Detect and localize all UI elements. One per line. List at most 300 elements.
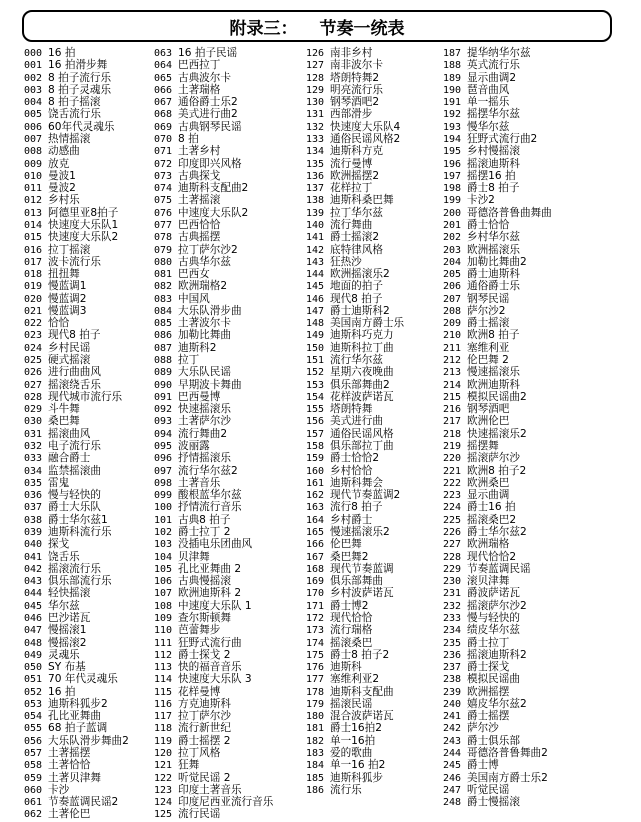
rhythm-number: 178 xyxy=(306,686,325,698)
rhythm-entry xyxy=(443,47,624,59)
rhythm-number: 183 xyxy=(306,748,325,760)
rhythm-name: 美国南方爵士乐2 xyxy=(467,771,548,784)
rhythm-name: 快速度大乐队4 xyxy=(330,120,401,133)
rhythm-name: 电子流行乐 xyxy=(48,440,101,452)
rhythm-number: 067 xyxy=(154,97,173,109)
rhythm-name: 巴西女 xyxy=(178,268,210,281)
rhythm-number: 081 xyxy=(154,269,173,281)
rhythm-name: 孔比亚舞曲 xyxy=(48,710,101,723)
rhythm-entry xyxy=(154,772,304,784)
rhythm-name: 现代节奏蓝调 xyxy=(330,562,394,575)
rhythm-name: 花样波萨诺瓦 xyxy=(330,390,394,403)
rhythm-name: 花样拉丁 xyxy=(330,182,373,195)
rhythm-entry xyxy=(154,600,304,612)
rhythm-number: 197 xyxy=(443,170,462,182)
rhythm-name: 星期六夜晚曲 xyxy=(330,366,394,379)
rhythm-number: 196 xyxy=(443,158,462,170)
rhythm-name: 流行华尔兹 xyxy=(330,354,383,367)
rhythm-number: 243 xyxy=(443,735,462,747)
rhythm-number: 040 xyxy=(24,539,43,551)
rhythm-number: 179 xyxy=(306,698,325,710)
rhythm-number: 036 xyxy=(24,490,43,502)
rhythm-number: 084 xyxy=(154,305,173,317)
rhythm-entry xyxy=(306,624,440,636)
rhythm-entry xyxy=(306,244,440,256)
rhythm-number: 103 xyxy=(154,539,173,551)
rhythm-name: SY 布基 xyxy=(48,661,86,674)
rhythm-name: 查尔斯顿舞 xyxy=(178,611,231,624)
rhythm-entry xyxy=(306,575,440,587)
rhythm-number: 157 xyxy=(306,428,325,440)
rhythm-name: 古典8 拍子 xyxy=(178,513,231,526)
rhythm-number: 146 xyxy=(306,293,325,305)
rhythm-number: 120 xyxy=(154,748,173,760)
rhythm-entry xyxy=(154,796,304,808)
appendix-title-box xyxy=(22,10,612,42)
rhythm-entry xyxy=(443,514,624,526)
rhythm-entry xyxy=(24,784,150,796)
rhythm-name: 欧洲伦巴 xyxy=(467,415,510,428)
rhythm-number: 204 xyxy=(443,256,462,268)
rhythm-number: 064 xyxy=(154,60,173,72)
rhythm-entry xyxy=(443,403,624,415)
rhythm-name: 巴西曼博 xyxy=(178,390,221,403)
rhythm-number: 192 xyxy=(443,109,462,121)
rhythm-name: 摇滚曲风 xyxy=(48,427,91,440)
rhythm-number: 068 xyxy=(154,109,173,121)
rhythm-name: 现代8 拍子 xyxy=(330,292,383,305)
rhythm-entry xyxy=(443,293,624,305)
rhythm-entry xyxy=(24,219,150,231)
rhythm-entry xyxy=(306,587,440,599)
rhythm-number: 082 xyxy=(154,281,173,293)
rhythm-name: 迪斯科支配曲2 xyxy=(178,182,249,195)
rhythm-column-1 xyxy=(24,47,150,821)
rhythm-entry xyxy=(306,649,440,661)
rhythm-number: 013 xyxy=(24,207,43,219)
rhythm-entry xyxy=(24,808,150,820)
rhythm-entry xyxy=(443,784,624,796)
rhythm-name: 16 拍滑步舞 xyxy=(48,59,108,72)
rhythm-entry xyxy=(443,600,624,612)
rhythm-name: 乡村恰恰 xyxy=(330,464,373,477)
rhythm-entry xyxy=(24,673,150,685)
rhythm-name: 乡村波萨诺瓦 xyxy=(330,587,394,600)
rhythm-entry xyxy=(154,759,304,771)
rhythm-number: 024 xyxy=(24,342,43,354)
rhythm-number: 245 xyxy=(443,760,462,772)
rhythm-name: 爵士摇摆 xyxy=(467,710,510,723)
rhythm-number: 208 xyxy=(443,305,462,317)
rhythm-entry xyxy=(443,219,624,231)
rhythm-number: 063 xyxy=(154,48,173,59)
rhythm-entry xyxy=(154,403,304,415)
rhythm-number: 151 xyxy=(306,355,325,367)
rhythm-entry xyxy=(443,428,624,440)
rhythm-name: 欧洲瑞格 xyxy=(467,538,510,551)
rhythm-entry xyxy=(443,735,624,747)
rhythm-number: 012 xyxy=(24,195,43,207)
rhythm-number: 059 xyxy=(24,772,43,784)
rhythm-entry xyxy=(154,526,304,538)
rhythm-entry xyxy=(154,121,304,133)
rhythm-number: 165 xyxy=(306,526,325,538)
rhythm-entry xyxy=(443,244,624,256)
rhythm-entry xyxy=(154,207,304,219)
rhythm-entry xyxy=(154,514,304,526)
rhythm-name: 热情摇滚 xyxy=(48,132,91,145)
rhythm-entry xyxy=(24,747,150,759)
rhythm-number: 154 xyxy=(306,391,325,403)
rhythm-entry xyxy=(24,477,150,489)
rhythm-name: 听觉民谣 xyxy=(467,783,510,796)
rhythm-entry xyxy=(24,710,150,722)
rhythm-name: 摇滚萨尔沙 xyxy=(467,452,520,465)
rhythm-number: 182 xyxy=(306,735,325,747)
rhythm-number: 058 xyxy=(24,760,43,772)
rhythm-name: 大乐队民谣 xyxy=(178,366,231,379)
rhythm-number: 168 xyxy=(306,563,325,575)
rhythm-entry xyxy=(154,231,304,243)
rhythm-entry xyxy=(24,121,150,133)
rhythm-number: 104 xyxy=(154,551,173,563)
rhythm-name: 爱的歌曲 xyxy=(330,747,373,760)
rhythm-entry xyxy=(306,661,440,673)
rhythm-entry xyxy=(24,145,150,157)
rhythm-entry xyxy=(24,722,150,734)
rhythm-entry xyxy=(443,772,624,784)
rhythm-number: 176 xyxy=(306,662,325,674)
rhythm-number: 244 xyxy=(443,748,462,760)
rhythm-entry xyxy=(306,710,440,722)
rhythm-name: 曼波2 xyxy=(48,182,76,195)
rhythm-number: 048 xyxy=(24,637,43,649)
rhythm-name: 欧洲摇滚乐 xyxy=(467,243,520,256)
rhythm-name: 卡沙2 xyxy=(467,194,495,207)
rhythm-entry xyxy=(154,391,304,403)
rhythm-number: 156 xyxy=(306,416,325,428)
rhythm-name: 芭蕾舞步 xyxy=(178,624,221,637)
rhythm-name: 萨尔沙 xyxy=(467,722,499,735)
rhythm-number: 056 xyxy=(24,735,43,747)
page-title: 节奏一统表 xyxy=(319,18,405,39)
rhythm-name: 土著波尔卡 xyxy=(178,317,231,330)
rhythm-entry xyxy=(24,563,150,575)
rhythm-number: 190 xyxy=(443,84,462,96)
rhythm-number: 175 xyxy=(306,649,325,661)
rhythm-name: 钢琴民谣 xyxy=(467,292,510,305)
rhythm-name: 波卡流行乐 xyxy=(48,255,101,268)
rhythm-name: 琶音曲风 xyxy=(467,83,510,96)
rhythm-entry xyxy=(443,624,624,636)
rhythm-number: 002 xyxy=(24,72,43,84)
rhythm-number: 199 xyxy=(443,195,462,207)
rhythm-number: 177 xyxy=(306,674,325,686)
rhythm-entry xyxy=(306,84,440,96)
rhythm-name: 绩皮华尔兹 xyxy=(467,624,520,637)
rhythm-entry xyxy=(154,280,304,292)
rhythm-entry xyxy=(24,47,150,59)
rhythm-table xyxy=(24,47,624,821)
rhythm-name: 桑巴舞 xyxy=(48,415,80,428)
rhythm-number: 004 xyxy=(24,97,43,109)
rhythm-entry xyxy=(24,612,150,624)
rhythm-entry xyxy=(154,501,304,513)
rhythm-entry xyxy=(443,96,624,108)
rhythm-name: 16 拍子民谣 xyxy=(178,47,238,59)
rhythm-number: 025 xyxy=(24,355,43,367)
rhythm-entry xyxy=(24,158,150,170)
rhythm-entry xyxy=(443,170,624,182)
rhythm-number: 022 xyxy=(24,318,43,330)
rhythm-number: 218 xyxy=(443,428,462,440)
rhythm-number: 006 xyxy=(24,121,43,133)
rhythm-entry xyxy=(306,403,440,415)
rhythm-name: 乡村慢摇滚 xyxy=(467,145,520,158)
rhythm-name: 西部滑步 xyxy=(330,108,373,121)
rhythm-entry xyxy=(154,722,304,734)
rhythm-name: 底特律风格 xyxy=(330,243,383,256)
rhythm-name: 慢摇滚1 xyxy=(48,624,87,637)
rhythm-entry xyxy=(443,366,624,378)
rhythm-number: 076 xyxy=(154,207,173,219)
rhythm-entry xyxy=(154,133,304,145)
rhythm-name: 饶舌乐 xyxy=(48,550,80,563)
rhythm-name: 孔比亚舞曲 2 xyxy=(178,562,242,575)
rhythm-number: 230 xyxy=(443,576,462,588)
rhythm-number: 111 xyxy=(154,637,173,649)
rhythm-number: 161 xyxy=(306,477,325,489)
rhythm-number: 131 xyxy=(306,109,325,121)
rhythm-name: 贝津舞 xyxy=(178,550,210,563)
rhythm-number: 061 xyxy=(24,797,43,809)
rhythm-name: 显示曲调2 xyxy=(467,71,517,84)
rhythm-number: 077 xyxy=(154,219,173,231)
rhythm-entry xyxy=(306,465,440,477)
rhythm-entry xyxy=(154,244,304,256)
rhythm-number: 032 xyxy=(24,441,43,452)
rhythm-number: 158 xyxy=(306,441,325,452)
rhythm-name: 显示曲调 xyxy=(467,489,510,502)
rhythm-name: 迪斯科狐步2 xyxy=(48,697,108,710)
rhythm-name: 爵士摇摆 2 xyxy=(178,734,231,747)
rhythm-name: 灵魂乐 xyxy=(48,648,80,661)
rhythm-name: 节奏蓝调民谣2 xyxy=(48,796,119,809)
rhythm-number: 155 xyxy=(306,404,325,416)
rhythm-name: 快速度大乐队1 xyxy=(48,218,119,231)
rhythm-number: 119 xyxy=(154,735,173,747)
rhythm-name: 英式流行乐 xyxy=(467,59,520,72)
rhythm-entry xyxy=(154,587,304,599)
rhythm-entry xyxy=(154,182,304,194)
rhythm-entry xyxy=(443,256,624,268)
rhythm-name: 美国南方爵士乐 xyxy=(330,317,405,330)
rhythm-number: 074 xyxy=(154,183,173,195)
rhythm-entry xyxy=(443,477,624,489)
rhythm-number: 148 xyxy=(306,318,325,330)
rhythm-number: 053 xyxy=(24,698,43,710)
rhythm-name: 大乐队滑步舞曲2 xyxy=(48,734,129,747)
rhythm-entry xyxy=(306,293,440,305)
rhythm-name: 流行曼博 xyxy=(330,157,373,170)
rhythm-entry xyxy=(154,551,304,563)
rhythm-entry xyxy=(154,735,304,747)
rhythm-number: 194 xyxy=(443,133,462,145)
rhythm-name: 爵士恰恰2 xyxy=(330,452,380,465)
rhythm-name: 爵士恰恰 xyxy=(467,218,510,231)
rhythm-name: 印度即兴风格 xyxy=(178,157,242,170)
rhythm-number: 101 xyxy=(154,514,173,526)
rhythm-entry xyxy=(24,538,150,550)
rhythm-number: 185 xyxy=(306,772,325,784)
rhythm-entry xyxy=(443,145,624,157)
rhythm-name: 现代恰恰2 xyxy=(467,550,517,563)
rhythm-entry xyxy=(154,489,304,501)
rhythm-number: 129 xyxy=(306,84,325,96)
rhythm-number: 226 xyxy=(443,526,462,538)
rhythm-name: 狂野式流行曲 xyxy=(178,636,242,649)
rhythm-name: 欧洲8 拍子2 xyxy=(467,464,527,477)
rhythm-name: 流行舞曲 xyxy=(330,218,373,231)
rhythm-number: 171 xyxy=(306,600,325,612)
rhythm-number: 049 xyxy=(24,649,43,661)
rhythm-number: 211 xyxy=(443,342,462,354)
rhythm-number: 060 xyxy=(24,784,43,796)
rhythm-entry xyxy=(306,637,440,649)
rhythm-number: 116 xyxy=(154,698,173,710)
rhythm-name: 波丽露 xyxy=(178,440,210,452)
rhythm-name: 通俗爵士乐2 xyxy=(178,96,238,109)
rhythm-name: 土著摇摆 xyxy=(48,747,91,760)
rhythm-entry xyxy=(306,686,440,698)
rhythm-number: 215 xyxy=(443,391,462,403)
rhythm-entry xyxy=(24,465,150,477)
rhythm-name: 欧洲迪斯科 xyxy=(467,378,520,391)
rhythm-entry xyxy=(443,194,624,206)
rhythm-entry xyxy=(443,637,624,649)
rhythm-name: 爵士迪斯科2 xyxy=(330,304,390,317)
rhythm-name: 古典摇摆 xyxy=(178,231,221,244)
rhythm-entry xyxy=(154,452,304,464)
rhythm-entry xyxy=(24,501,150,513)
rhythm-number: 051 xyxy=(24,674,43,686)
rhythm-number: 213 xyxy=(443,367,462,379)
rhythm-name: 欧洲迪斯科 2 xyxy=(178,587,242,600)
rhythm-name: 放克 xyxy=(48,157,70,170)
rhythm-number: 240 xyxy=(443,698,462,710)
rhythm-entry xyxy=(24,526,150,538)
rhythm-number: 052 xyxy=(24,686,43,698)
rhythm-name: 摇摆华尔兹 xyxy=(467,108,520,121)
rhythm-name: 土著摇滚 xyxy=(178,194,221,207)
rhythm-entry xyxy=(306,305,440,317)
rhythm-name: 探戈 xyxy=(48,538,70,551)
rhythm-name: 慢蓝调3 xyxy=(48,304,87,317)
rhythm-entry xyxy=(24,600,150,612)
rhythm-entry xyxy=(306,96,440,108)
rhythm-name: 摇滚桑巴2 xyxy=(467,513,517,526)
rhythm-entry xyxy=(443,526,624,538)
rhythm-entry xyxy=(306,280,440,292)
rhythm-number: 225 xyxy=(443,514,462,526)
rhythm-name: 68 拍子蓝调 xyxy=(48,722,108,735)
rhythm-entry xyxy=(306,231,440,243)
rhythm-number: 203 xyxy=(443,244,462,256)
rhythm-number: 062 xyxy=(24,809,43,821)
rhythm-number: 126 xyxy=(306,48,325,59)
rhythm-name: 卡沙 xyxy=(48,783,70,796)
rhythm-entry xyxy=(306,551,440,563)
rhythm-name: 快速度大乐队 3 xyxy=(178,673,252,686)
rhythm-entry xyxy=(24,772,150,784)
rhythm-entry xyxy=(154,563,304,575)
rhythm-name: 拉丁萨尔沙 xyxy=(178,710,231,723)
rhythm-entry xyxy=(154,84,304,96)
rhythm-name: 华尔兹 xyxy=(48,599,80,612)
rhythm-entry xyxy=(154,72,304,84)
rhythm-number: 214 xyxy=(443,379,462,391)
rhythm-number: 078 xyxy=(154,232,173,244)
rhythm-name: 钢琴酒吧2 xyxy=(330,96,380,109)
rhythm-number: 016 xyxy=(24,244,43,256)
rhythm-name: 慢摇滚2 xyxy=(48,636,87,649)
rhythm-name: 土著音乐 xyxy=(178,476,221,489)
rhythm-name: 印度土著音乐 xyxy=(178,783,242,796)
rhythm-entry xyxy=(306,133,440,145)
rhythm-entry xyxy=(24,452,150,464)
rhythm-entry xyxy=(306,317,440,329)
rhythm-number: 152 xyxy=(306,367,325,379)
rhythm-number: 189 xyxy=(443,72,462,84)
rhythm-number: 027 xyxy=(24,379,43,391)
rhythm-name: 16 拍 xyxy=(48,685,76,698)
rhythm-name: 流行新世纪 xyxy=(178,722,231,735)
rhythm-entry xyxy=(443,575,624,587)
rhythm-entry xyxy=(24,182,150,194)
rhythm-number: 109 xyxy=(154,612,173,624)
rhythm-entry xyxy=(443,391,624,403)
rhythm-entry xyxy=(306,207,440,219)
rhythm-entry xyxy=(443,440,624,452)
rhythm-entry xyxy=(306,329,440,341)
rhythm-name: 硬式摇滚 xyxy=(48,354,91,367)
rhythm-entry xyxy=(443,649,624,661)
rhythm-number: 091 xyxy=(154,391,173,403)
rhythm-number: 223 xyxy=(443,490,462,502)
rhythm-number: 212 xyxy=(443,355,462,367)
rhythm-name: 阿德里亚8拍子 xyxy=(48,206,119,219)
rhythm-entry xyxy=(24,735,150,747)
rhythm-name: 嬉皮华尔兹2 xyxy=(467,697,527,710)
rhythm-number: 072 xyxy=(154,158,173,170)
rhythm-name: 摇摆舞 xyxy=(467,440,499,452)
rhythm-name: 俱乐部舞曲 xyxy=(330,575,383,588)
rhythm-number: 028 xyxy=(24,391,43,403)
rhythm-name: 加勒比舞曲2 xyxy=(467,255,527,268)
rhythm-entry xyxy=(306,59,440,71)
rhythm-name: 爵士摇滚 xyxy=(467,317,510,330)
rhythm-entry xyxy=(306,391,440,403)
rhythm-name: 爵士博2 xyxy=(330,599,369,612)
rhythm-name: 爵士博 xyxy=(467,759,499,772)
rhythm-number: 020 xyxy=(24,293,43,305)
rhythm-name: 乡村华尔兹 xyxy=(467,231,520,244)
rhythm-name: 慢与轻快的 xyxy=(467,611,520,624)
rhythm-entry xyxy=(443,710,624,722)
rhythm-entry xyxy=(154,317,304,329)
rhythm-entry xyxy=(306,673,440,685)
rhythm-entry xyxy=(443,686,624,698)
